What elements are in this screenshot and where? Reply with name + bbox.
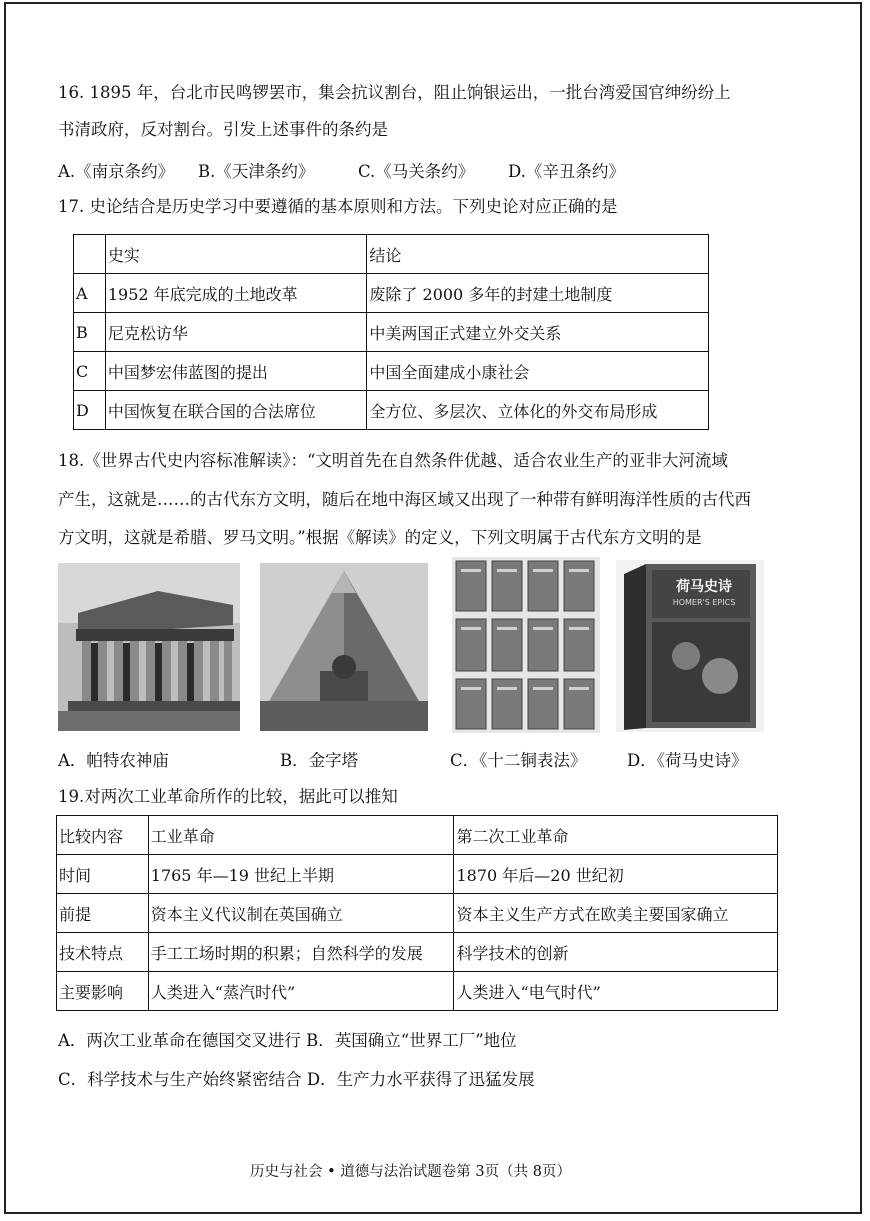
- table-cell: 人类进入“蒸汽时代”: [148, 972, 454, 1011]
- table-row: [57, 816, 778, 855]
- table-cell: 工业革命: [148, 816, 454, 855]
- q19-stem: 19.对两次工业革命所作的比较，据此可以推知: [58, 787, 398, 806]
- book-title: 荷马史诗: [676, 579, 732, 595]
- table-cell: A: [74, 274, 106, 313]
- table-cell: 手工工场时期的积累；自然科学的发展: [148, 933, 454, 972]
- table-cell: D: [74, 391, 106, 430]
- table-row: [74, 391, 709, 430]
- q19-options-line2[interactable]: C．科学技术与生产始终紧密结合 D．生产力水平获得了迅猛发展: [58, 1070, 535, 1089]
- table-cell: 1952 年底完成的土地改革: [105, 274, 367, 313]
- table-row: [74, 274, 709, 313]
- book-subtitle: HOMER'S EPICS: [672, 598, 736, 607]
- table-cell: 全方位、多层次、立体化的外交布局形成: [367, 391, 709, 430]
- q18-option-b[interactable]: B．金字塔: [280, 751, 359, 770]
- table-cell: 人类进入“电气时代”: [454, 972, 778, 1011]
- q16-option-b[interactable]: B.《天津条约》: [198, 162, 315, 181]
- q18-stem-line2: 产生，这就是……的古代东方文明，随后在地中海区域又出现了一种带有鲜明海洋性质的古代西: [58, 490, 751, 509]
- table-cell: 中国梦宏伟蓝图的提出: [105, 352, 367, 391]
- q17-stem: 17. 史论结合是历史学习中要遵循的基本原则和方法。下列史论对应正确的是: [58, 197, 618, 216]
- homer-epics-image: [616, 560, 764, 732]
- table-cell: 中国恢复在联合国的合法席位: [105, 391, 367, 430]
- q19-table: [56, 815, 778, 1011]
- q18-option-a[interactable]: A．帕特农神庙: [58, 751, 169, 770]
- table-cell: 结论: [367, 235, 709, 274]
- table-cell: 1870 年后—20 世纪初: [454, 855, 778, 894]
- table-row: [74, 313, 709, 352]
- table-cell: 史实: [105, 235, 367, 274]
- table-cell: 第二次工业革命: [454, 816, 778, 855]
- q16-stem-line2: 书清政府，反对割台。引发上述事件的条约是: [58, 120, 388, 139]
- table-row: [57, 855, 778, 894]
- q18-stem-line3: 方文明，这就是希腊、罗马文明。”根据《解读》的定义，下列文明属于古代东方文明的是: [58, 528, 702, 547]
- pyramid-image: [260, 563, 428, 731]
- table-cell: 科学技术的创新: [454, 933, 778, 972]
- q18-option-d[interactable]: D．《荷马史诗》: [627, 751, 748, 770]
- table-cell: 1765 年—19 世纪上半期: [148, 855, 454, 894]
- table-row: [57, 972, 778, 1011]
- table-cell: 尼克松访华: [105, 313, 367, 352]
- table-row: [74, 235, 709, 274]
- q19-options-line1[interactable]: A．两次工业革命在德国交叉进行 B．英国确立“世界工厂”地位: [58, 1031, 517, 1050]
- table-cell: 资本主义生产方式在欧美主要国家确立: [454, 894, 778, 933]
- q16-option-a[interactable]: A.《南京条约》: [58, 162, 175, 181]
- q17-table: [73, 234, 709, 430]
- table-cell: 主要影响: [57, 972, 149, 1011]
- q16-option-c[interactable]: C.《马关条约》: [358, 162, 475, 181]
- table-cell: B: [74, 313, 106, 352]
- table-row: [57, 894, 778, 933]
- table-cell: 技术特点: [57, 933, 149, 972]
- table-cell: 时间: [57, 855, 149, 894]
- table-cell: C: [74, 352, 106, 391]
- parthenon-image: [58, 563, 240, 731]
- table-row: [74, 352, 709, 391]
- page-footer: 历史与社会 • 道德与法治试题卷第 3页（共 8页）: [250, 1164, 571, 1180]
- twelve-tables-image: [452, 557, 600, 733]
- table-cell: [74, 235, 106, 274]
- table-row: [57, 933, 778, 972]
- q18-stem-line1: 18.《世界古代史内容标准解读》：“文明首先在自然条件优越、适合农业生产的亚非大河流域: [58, 451, 728, 470]
- q18-option-c[interactable]: C．《十二铜表法》: [450, 751, 587, 770]
- table-cell: 比较内容: [57, 816, 149, 855]
- table-cell: 资本主义代议制在英国确立: [148, 894, 454, 933]
- table-cell: 中美两国正式建立外交关系: [367, 313, 709, 352]
- table-cell: 废除了 2000 多年的封建土地制度: [367, 274, 709, 313]
- q16-option-d[interactable]: D.《辛丑条约》: [508, 162, 625, 181]
- table-cell: 中国全面建成小康社会: [367, 352, 709, 391]
- table-cell: 前提: [57, 894, 149, 933]
- q16-stem-line1: 16. 1895 年，台北市民鸣锣罢市，集会抗议割台，阻止饷银运出，一批台湾爱国官绅纷纷上: [58, 83, 731, 102]
